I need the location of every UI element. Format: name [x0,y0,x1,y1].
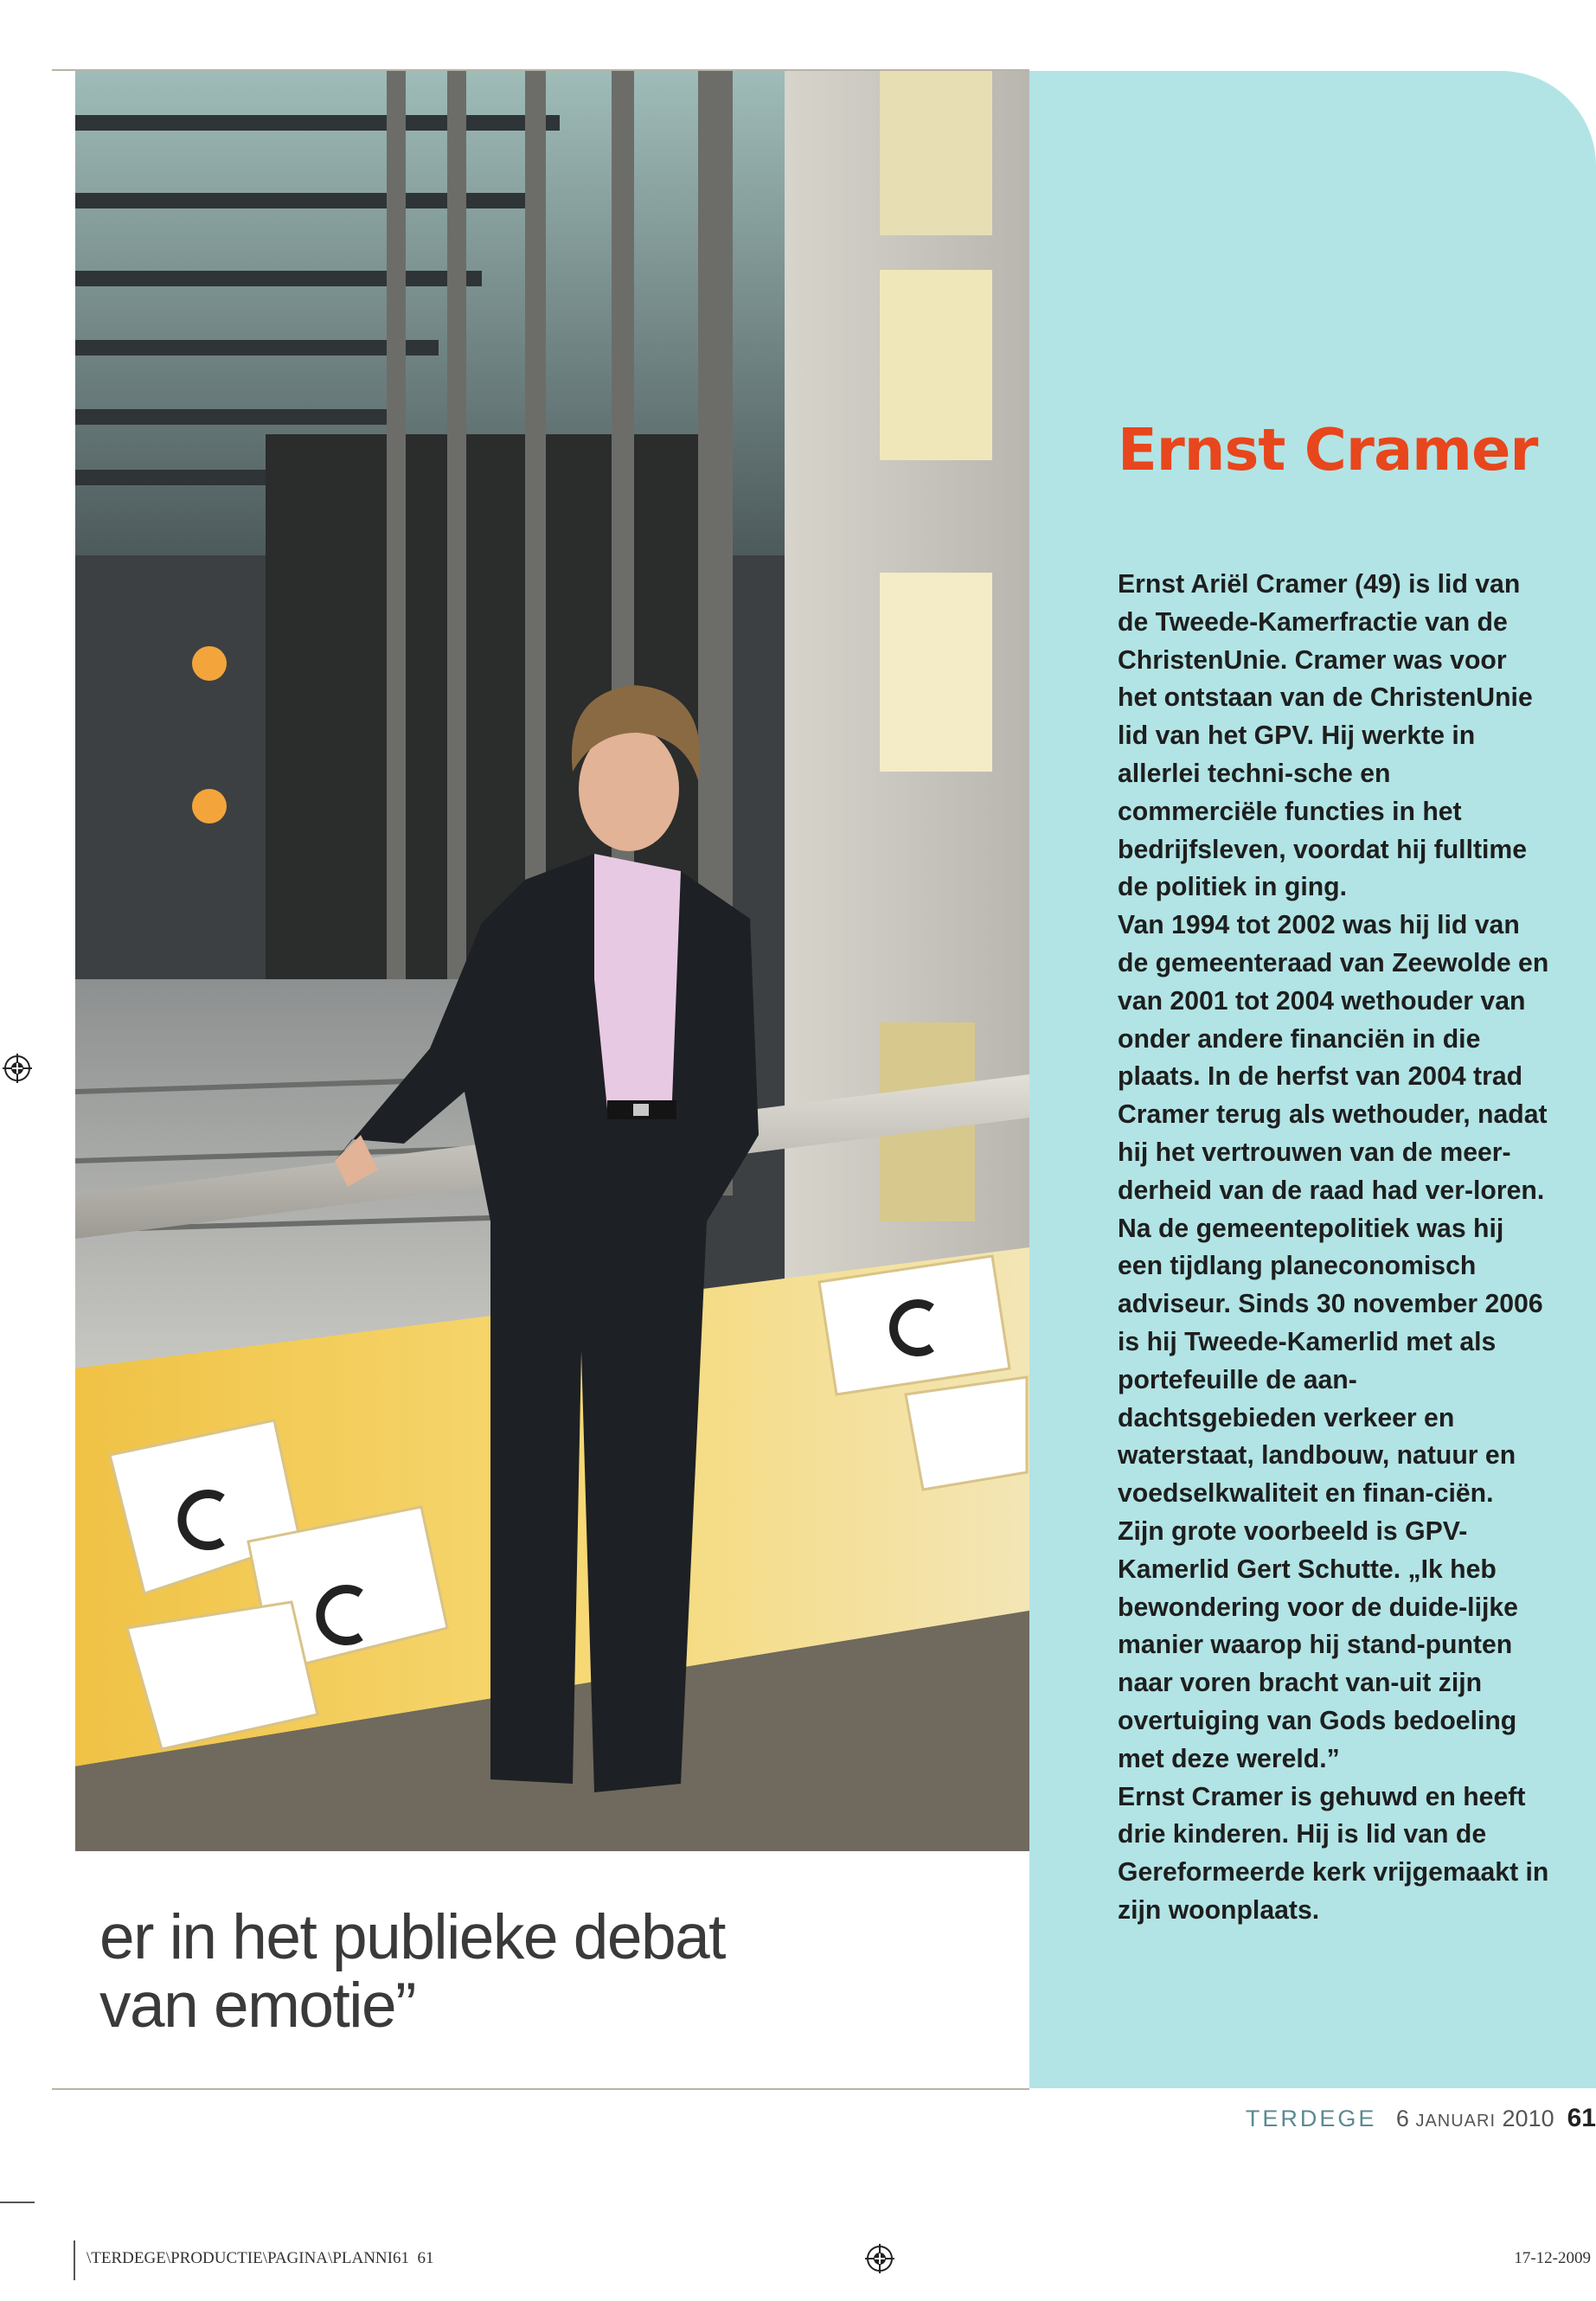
print-slug-date: 17-12-2009 [1514,2249,1591,2267]
bio-paragraph: Na de gemeentepolitiek was hij een tijdlang planeconomisch adviseur. Sinds 30 november 2006 is hij Tweede-Kamerlid met als portefeuille de aan-dachtsgebieden verkeer en waterstaat, landbouw, natuur en voedselkwaliteit en finan-ciën. [1118,1214,1543,1509]
crop-mark [74,2240,75,2280]
sidebar-title: Ernst Cramer [1118,416,1538,484]
bio-text [1118,566,1550,2054]
bio-paragraph: Ernst Ariël Cramer (49) is lid van de Tweede-Kamerfractie van de ChristenUnie. Cramer was voor het ontstaan van de ChristenUnie lid van het GPV. Hij werkte in allerlei techni-sche en commerciële functies in het bedrijfsleven, voordat hij fulltime de politiek in ging. [1118,570,1533,902]
bio-paragraph: Zijn grote voorbeeld is GPV-Kamerlid Gert Schutte. „Ik heb bewondering voor de duide-lijke manier waarop hij stand-punten naar voren bracht van-uit zijn overtuiging van Gods bedoeling met deze wereld.” [1118,1516,1518,1773]
crop-mark [0,2202,35,2203]
print-slug-path-text: \TERDEGE\PRODUCTIE\PAGINA\PLANNI61 [87,2249,409,2267]
page-number: 61 [1567,2104,1596,2132]
pull-quote-line: van emotie” [99,1971,415,2041]
pull-quote-line: er in het publieke debat [99,1902,725,1972]
print-slug-page: 61 [417,2249,434,2267]
print-slug-path [87,2249,433,2268]
magazine-name: TERDEGE [1245,2106,1377,2131]
registration-mark-icon [3,1054,32,1083]
issue-month: JANUARI [1415,2112,1497,2131]
issue-day: 6 [1395,2106,1409,2131]
bottom-rule [52,2088,1029,2090]
portrait-photo [75,71,1029,1851]
issue-year: 2010 [1502,2106,1554,2131]
pull-quote [99,1903,1016,2040]
bio-paragraph: Ernst Cramer is gehuwd en heeft drie kinderen. Hij is lid van de Gereformeerde kerk vrijgemaakt in zijn woonplaats. [1118,1782,1549,1925]
folio [1246,2104,1596,2133]
registration-mark-icon [865,2244,894,2273]
bio-paragraph: Van 1994 tot 2002 was hij lid van de gemeenteraad van Zeewolde en van 2001 tot 2004 wethouder van onder andere financiën in die plaats. In de herfst van 2004 trad Cramer terug als wethouder, nadat hij het vertrouwen van de meer-derheid van de raad had ver-loren. [1118,911,1549,1205]
